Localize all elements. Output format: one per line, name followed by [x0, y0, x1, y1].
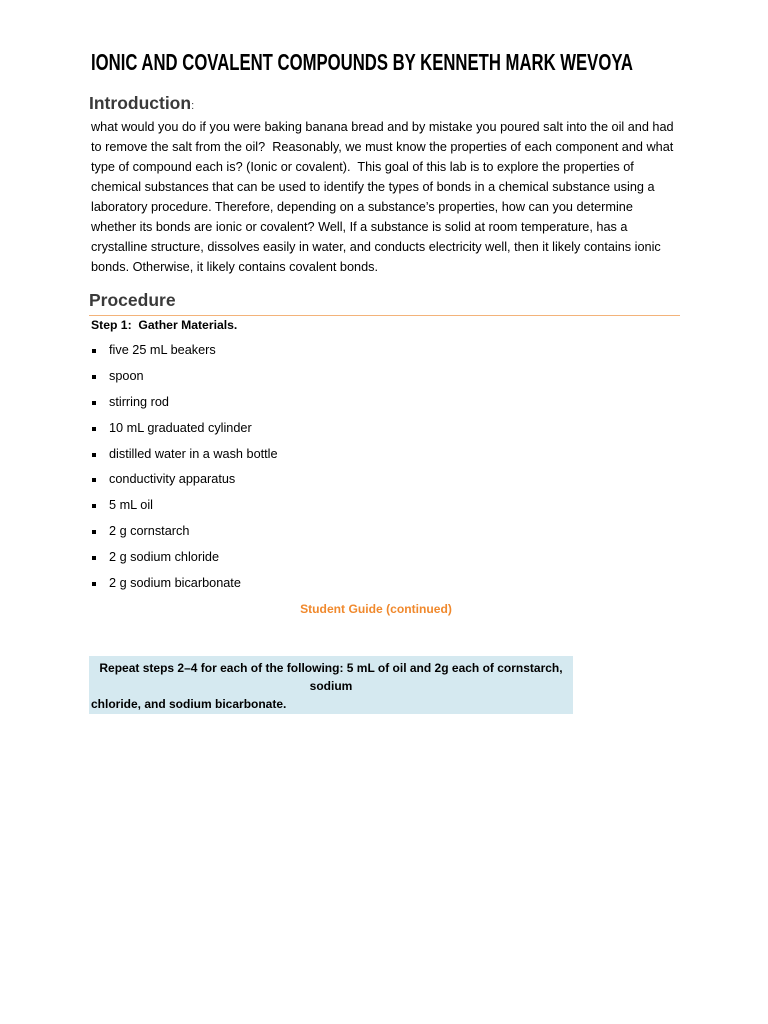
paragraph-line: whether its bonds are ionic or covalent? Well, If a substance is solid at room temperature, has a [91, 220, 628, 234]
introduction-heading-colon: : [191, 100, 195, 112]
square-bullet-icon [92, 530, 96, 534]
square-bullet-icon [92, 401, 96, 405]
introduction-heading [89, 93, 194, 116]
introduction-heading-text: Introduction [89, 93, 192, 113]
procedure-heading: Procedure [89, 290, 176, 310]
student-guide-continued-label: Student Guide (continued) [300, 602, 452, 616]
square-bullet-icon [92, 504, 96, 508]
list-item [91, 467, 278, 493]
note-line: sodium [309, 679, 353, 693]
list-item [91, 364, 278, 390]
document-title [91, 47, 651, 77]
note-line: chloride, and sodium bicarbonate. [91, 697, 287, 711]
paragraph-line: crystalline structure, dissolves easily in water, and conducts electricity well, then it likely contains ionic [91, 240, 661, 254]
document-title-text: IONIC AND COVALENT COMPOUNDS BY KENNETH MARK WEVOYA [91, 49, 634, 75]
step-1-label: Step 1: Gather Materials. [91, 318, 238, 332]
paragraph-line: to remove the salt from the oil? Reasonably, we must know the properties of each component and what [91, 140, 674, 154]
square-bullet-icon [92, 582, 96, 586]
material-text: conductivity apparatus [109, 472, 236, 487]
paragraph-line: type of compound each is? (Ionic or covalent). This goal of this lab is to explore the properties of [91, 160, 634, 174]
list-item [91, 416, 278, 442]
introduction-paragraph [91, 117, 674, 277]
square-bullet-icon [92, 349, 96, 353]
square-bullet-icon [92, 478, 96, 482]
note-line: Repeat steps 2–4 for each of the following: 5 mL of oil and 2g each of cornstarch, [99, 661, 563, 675]
list-item [91, 493, 278, 519]
list-item [91, 545, 278, 571]
material-text: stirring rod [109, 394, 169, 409]
material-text: 2 g sodium bicarbonate [109, 576, 241, 591]
material-text: 10 mL graduated cylinder [109, 420, 252, 435]
material-text: five 25 mL beakers [109, 343, 216, 357]
list-item [91, 338, 278, 364]
material-text: 2 g sodium chloride [109, 550, 220, 565]
paragraph-line: bonds. Otherwise, it likely contains covalent bonds. [91, 260, 379, 274]
material-text: 2 g cornstarch [109, 524, 190, 539]
square-bullet-icon [92, 427, 96, 431]
square-bullet-icon [92, 556, 96, 560]
list-item [91, 519, 278, 545]
square-bullet-icon [92, 453, 96, 457]
repeat-steps-note [89, 656, 573, 714]
square-bullet-icon [92, 375, 96, 379]
paragraph-line: laboratory procedure. Therefore, depending on a substance’s properties, how can you determine [91, 200, 633, 214]
material-text: distilled water in a wash bottle [109, 446, 278, 461]
list-item [91, 390, 278, 416]
materials-list [91, 338, 278, 597]
material-text: 5 mL oil [109, 498, 153, 513]
list-item [91, 442, 278, 468]
list-item [91, 571, 278, 597]
paragraph-line: chemical substances that can be used to identify the types of bonds in a chemical substance using a [91, 180, 655, 194]
material-text: spoon [109, 368, 144, 383]
paragraph-line: what would you do if you were baking banana bread and by mistake you poured salt into the oil and had [91, 120, 674, 134]
